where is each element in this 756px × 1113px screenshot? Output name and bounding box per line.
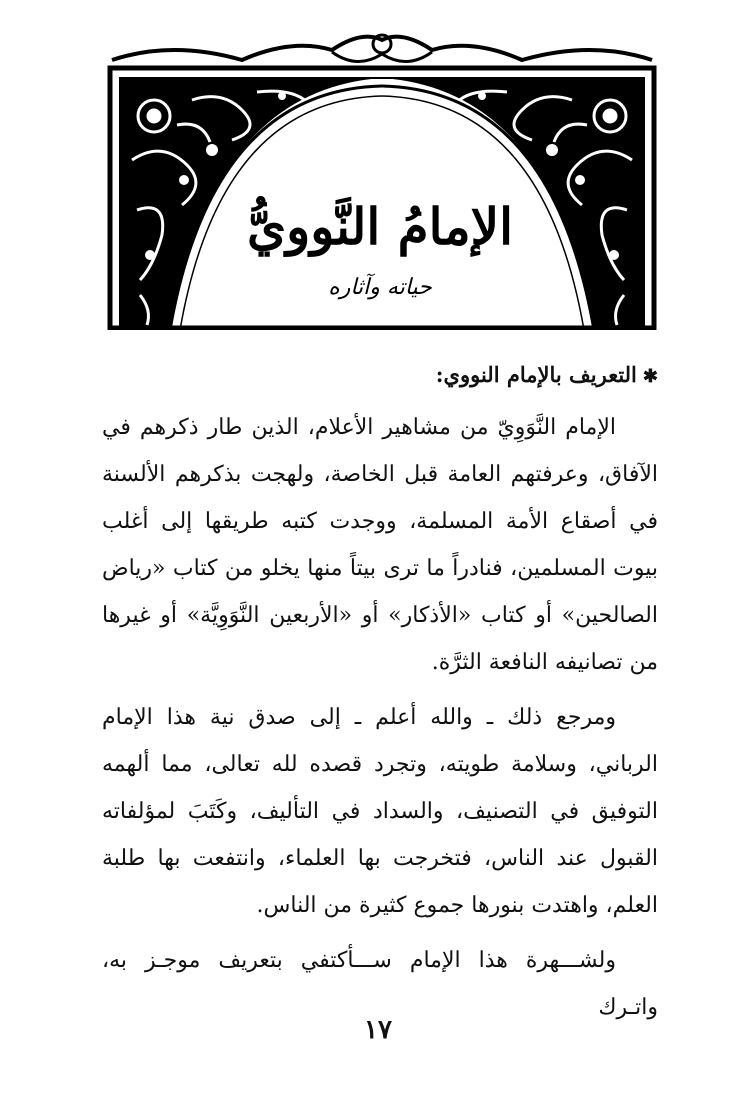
paragraph: ولشـــهرة هذا الإمام ســـأكتفي بتعريف موجـز به، واتـرك (102, 948, 658, 1020)
book-subtitle: حياته وآثاره (328, 275, 432, 300)
asterisk-icon: ✱ (642, 366, 658, 387)
paragraph: الإمام النَّوَوِيّ من مشاهير الأعلام، الذين طار ذكرهم في الآفاق، وعرفتهم العامة قبل الخاصة، ولهجت بذكرهم الألسنة في أصقاع الأمة المسلمة، ووجدت كتبه طريقها إلى أغلب بيوت المسلمين، فنادراً ما ترى بيتاً منها يخلو من كتاب «رياض الصالحين» أو كتاب «الأذكار» أو «الأربعين النَّوَوِيَّة» أو غيرها من تصانيفه النافعة الثرَّة. (102, 415, 658, 675)
paragraph: ومرجع ذلك ـ والله أعلم ـ إلى صدق نية هذا الإمام الرباني، وسلامة طويته، وتجرد قصده لله تعالى، مما ألهمه التوفيق في التصنيف، والسداد في التأليف، وكَتَبَ لمؤلفاته القبول عند الناس، فتخرجت بها العلماء، وانتفعت بها طلبة العلم، واهتدت بنورها جموع كثيرة من الناس. (102, 705, 658, 918)
section-heading-text: التعريف بالإمام النووي: (435, 362, 637, 387)
page-content (102, 358, 658, 1039)
section-heading (102, 358, 658, 394)
page-number: ١٧ (364, 1015, 392, 1045)
book-title: الإمامُ النَّوويُّ (246, 197, 514, 256)
